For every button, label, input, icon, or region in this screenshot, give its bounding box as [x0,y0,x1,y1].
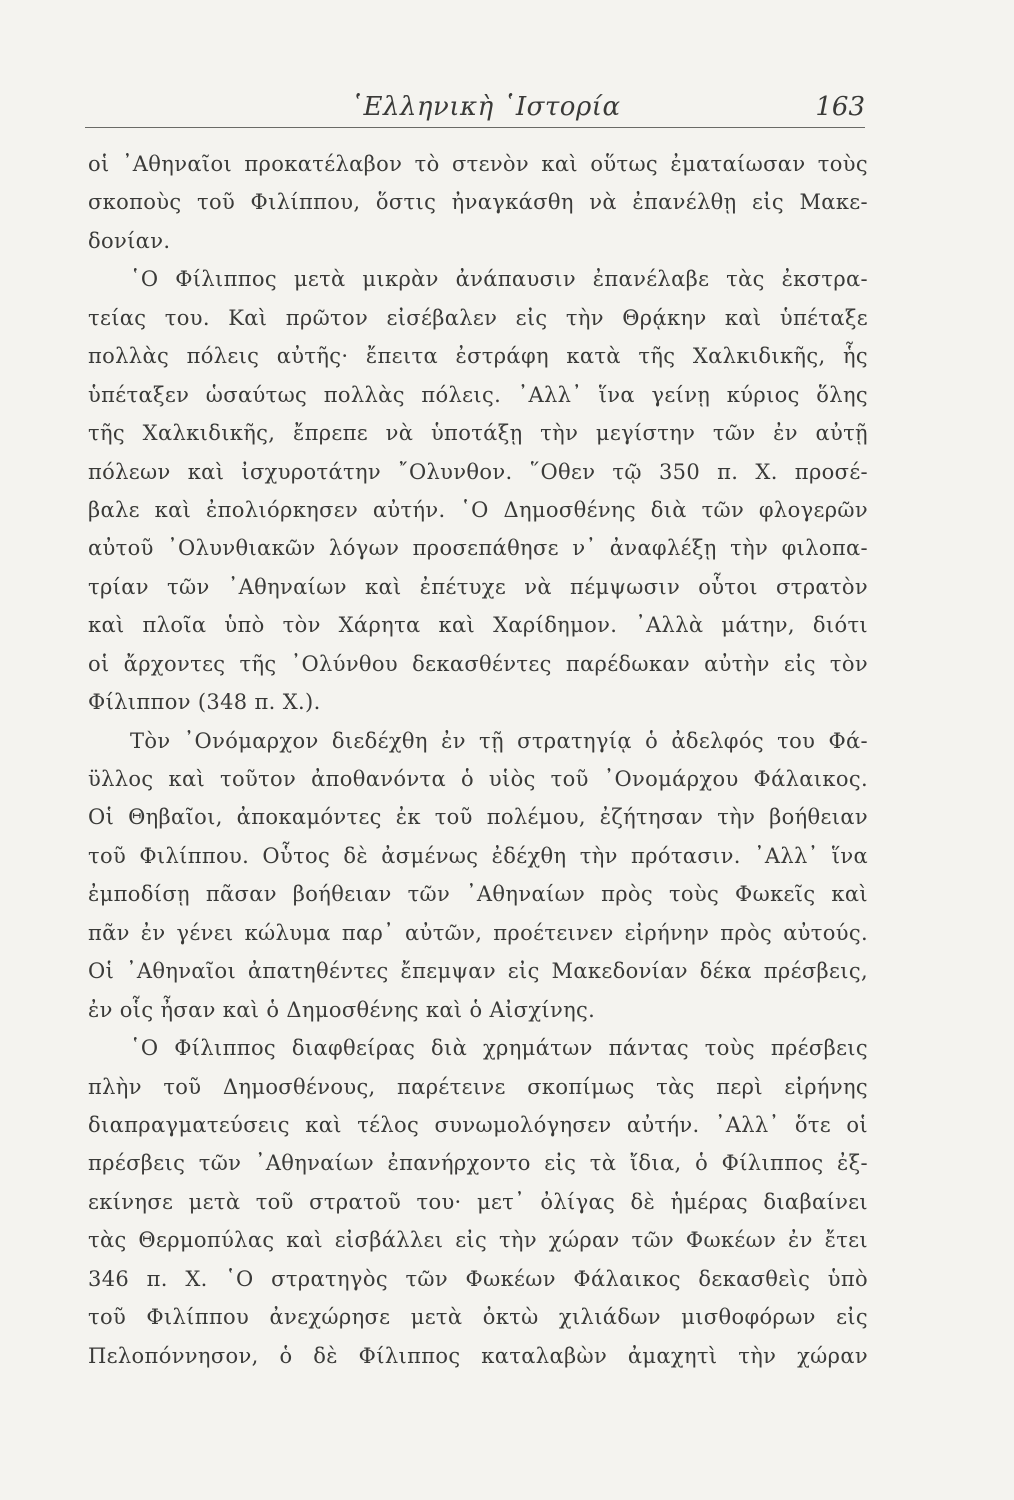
text-line: βαλε καὶ ἐπολιόρκησεν αὐτήν. ῾Ο Δημοσθένης διὰ τῶν φλογερῶν [88,497,868,522]
text-line: ἐν οἷς ἦσαν καὶ ὁ Δημοσθένης καὶ ὁ Αἰσχίνης. [88,997,596,1022]
text-line: αὐτοῦ ᾿Ολυνθιακῶν λόγων προσεπάθησε ν᾿ ἀναφλέξῃ τὴν φιλοπα- [88,536,868,561]
text-line: τείας του. Καὶ πρῶτον εἰσέβαλεν εἰς τὴν Θρᾴκην καὶ ὑπέταξε [88,305,868,330]
text-line: πολλὰς πόλεις αὐτῆς· ἔπειτα ἐστράφη κατὰ τῆς Χαλκιδικῆς, ἧς [88,344,868,369]
text-line: Φίλιππον (348 π. Χ.). [88,690,321,715]
text-line: τοῦ Φιλίππου. Οὗτος δὲ ἀσμένως ἐδέχθη τὴν πρότασιν. ᾿Αλλ᾿ ἵνα [88,843,868,868]
text-line: σκοποὺς τοῦ Φιλίππου, ὅστις ἠναγκάσθη νὰ ἐπανέλθῃ εἰς Μακε- [88,190,868,215]
text-line: δονίαν. [88,228,171,253]
running-title: ῾Ελληνικὴ ῾Ιστορία [350,92,621,122]
text-line: ὑπέταξεν ὡσαύτως πολλὰς πόλεις. ᾿Αλλ᾿ ἵνα γείνῃ κύριος ὅλης [88,382,868,407]
text-line: Οἱ ᾿Αθηναῖοι ἀπατηθέντες ἔπεμψαν εἰς Μακεδονίαν δέκα πρέσβεις, [88,959,868,984]
text-line: 346 π. Χ. ῾Ο στρατηγὸς τῶν Φωκέων Φάλαικος δεκασθεὶς ὑπὸ [88,1266,868,1291]
paragraph-first-line: Τὸν ᾿Ονόμαρχον διεδέχθη ἐν τῇ στρατηγίᾳ ὁ ἀδελφός του Φά- [130,728,868,753]
text-line: πόλεων καὶ ἰσχυροτάτην ῎Ολυνθον. ῞Οθεν τῷ 350 π. Χ. προσέ- [88,459,868,484]
page-header [85,88,865,128]
page-number: 163 [815,92,865,122]
paragraph-first-line: ῾Ο Φίλιππος μετὰ μικρὰν ἀνάπαυσιν ἐπανέλαβε τὰς ἐκστρα- [130,267,868,292]
text-line: εκίνησε μετὰ τοῦ στρατοῦ του· μετ᾿ ὀλίγας δὲ ἡμέρας διαβαίνει [88,1189,868,1214]
text-line: πᾶν ἐν γένει κώλυμα παρ᾿ αὐτῶν, προέτεινεν εἰρήνην πρὸς αὐτούς. [88,920,868,945]
text-line: πλὴν τοῦ Δημοσθένους, παρέτεινε σκοπίμως τὰς περὶ εἰρήνης [88,1074,868,1099]
text-line: τῆς Χαλκιδικῆς, ἔπρεπε νὰ ὑποτάξῃ τὴν μεγίστην τῶν ἐν αὐτῇ [88,421,868,446]
text-line: τρίαν τῶν ᾿Αθηναίων καὶ ἐπέτυχε νὰ πέμψωσιν οὗτοι στρατὸν [88,574,868,599]
text-line: Πελοπόννησον, ὁ δὲ Φίλιππος καταλαβὼν ἀμαχητὶ τὴν χώραν [88,1343,868,1368]
text-line: οἱ ᾿Αθηναῖοι προκατέλαβον τὸ στενὸν καὶ οὕτως ἐματαίωσαν τοὺς [88,152,868,176]
text-line: διαπραγματεύσεις καὶ τέλος συνωμολόγησεν αὐτήν. ᾿Αλλ᾿ ὅτε οἱ [88,1112,868,1137]
paragraph-first-line: ῾Ο Φίλιππος διαφθείρας διὰ χρημάτων πάντας τοὺς πρέσβεις [130,1036,868,1061]
text-line: ϋλλος καὶ τοῦτον ἀποθανόντα ὁ υἱὸς τοῦ ᾿Ονομάρχου Φάλαικος. [88,767,868,791]
text-line: ἐμποδίσῃ πᾶσαν βοήθειαν τῶν ᾿Αθηναίων πρὸς τοὺς Φωκεῖς καὶ [88,882,868,907]
text-line: τοῦ Φιλίππου ἀνεχώρησε μετὰ ὀκτὼ χιλιάδων μισθοφόρων εἰς [88,1305,868,1330]
text-line: Οἱ Θηβαῖοι, ἀποκαμόντες ἐκ τοῦ πολέμου, ἐζήτησαν τὴν βοήθειαν [88,805,868,830]
text-line: τὰς Θερμοπύλας καὶ εἰσβάλλει εἰς τὴν χώραν τῶν Φωκέων ἐν ἔτει [88,1228,868,1253]
text-line: καὶ πλοῖα ὑπὸ τὸν Χάρητα καὶ Χαρίδημον. ᾿Αλλὰ μάτην, διότι [88,613,868,638]
header-rule [85,127,865,128]
text-line: οἱ ἄρχοντες τῆς ᾿Ολύνθου δεκασθέντες παρέδωκαν αὐτὴν εἰς τὸν [88,651,868,676]
body-text [88,145,868,1375]
text-line: πρέσβεις τῶν ᾿Αθηναίων ἐπανήρχοντο εἰς τὰ ἴδια, ὁ Φίλιππος ἐξ- [88,1151,868,1176]
